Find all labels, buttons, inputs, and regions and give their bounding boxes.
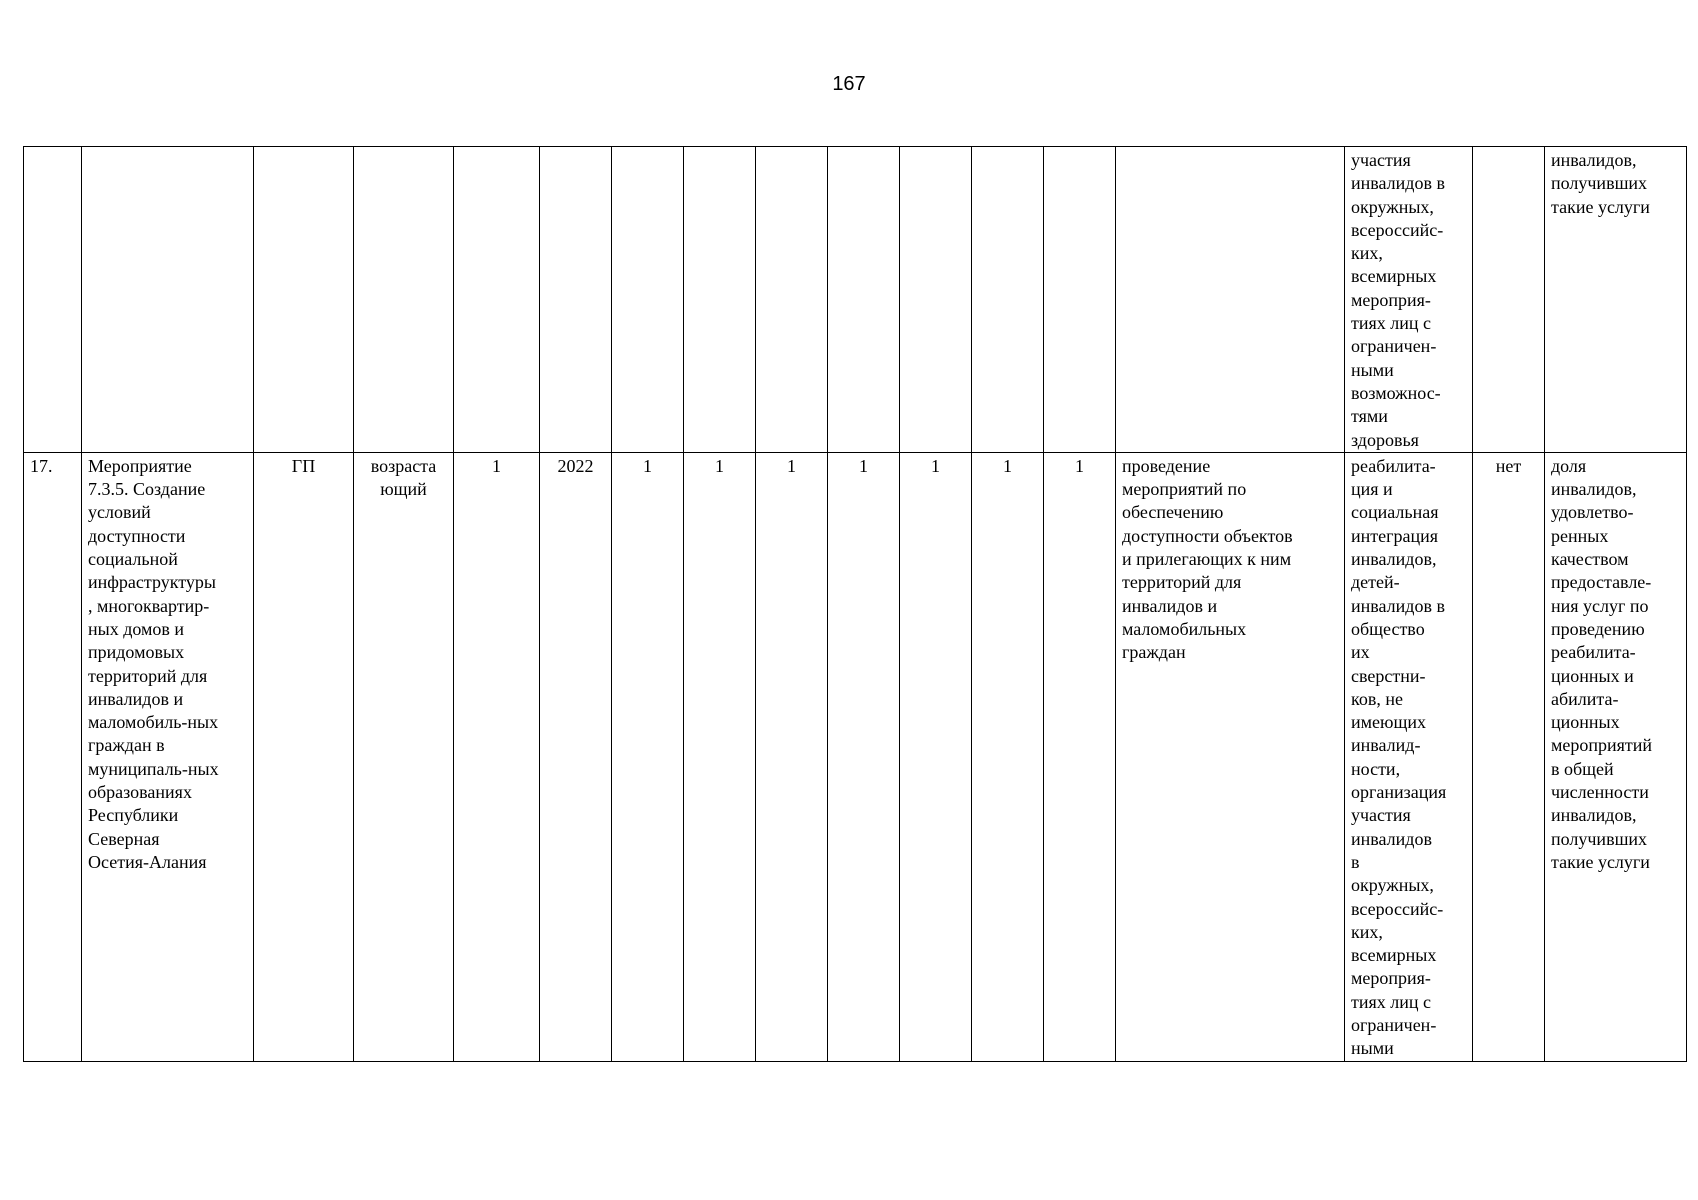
cell-program [254, 147, 354, 453]
cell-value: 1 [828, 452, 900, 1061]
cell-result: реабилита- ция и социальная интеграция инвалидов, детей- инвалидов в общество их сверстни- ков, не имеющих инвалид- ности, организация участия инвалидов в окружных, всероссийс- ких, всемирных мероприя- тиях лиц с ограничен- ными [1345, 452, 1473, 1061]
cell-number [24, 147, 82, 453]
table-row-17 [24, 452, 1687, 1061]
cell-flag: нет [1473, 452, 1545, 1061]
cell-value: 1 [756, 452, 828, 1061]
cell-value [612, 147, 684, 453]
cell-indicator: доля инвалидов, удовлетво- ренных качеством предоставле- ния услуг по проведению реабилита- ционных и абилита- ционных мероприятий в общей численности инвалидов, получивших такие услуги [1545, 452, 1687, 1061]
page-number: 167 [832, 73, 866, 95]
cell-base-value [454, 147, 540, 453]
cell-year [540, 147, 612, 453]
cell-year: 2022 [540, 452, 612, 1061]
cell-value [900, 147, 972, 453]
cell-value: 1 [900, 452, 972, 1061]
cell-description [1116, 147, 1345, 453]
cell-value [1044, 147, 1116, 453]
cell-description: проведение мероприятий по обеспечению доступности объектов и прилегающих к ним территорий для инвалидов и маломобильных граждан [1116, 452, 1345, 1061]
cell-value [756, 147, 828, 453]
cell-measure-name [82, 147, 254, 453]
cell-trend: возраста ющий [354, 452, 454, 1061]
cell-trend [354, 147, 454, 453]
cell-measure-name: Мероприятие 7.3.5. Создание условий доступности социальной инфраструктуры , многоквартир- ных домов и придомовых территорий для инвалидов и маломобиль-ных граждан в муниципаль-ных образованиях Республики Северная Осетия-Алания [82, 452, 254, 1061]
cell-indicator: инвалидов, получивших такие услуги [1545, 147, 1687, 453]
cell-flag [1473, 147, 1545, 453]
cell-value [684, 147, 756, 453]
cell-value: 1 [612, 452, 684, 1061]
cell-base-value: 1 [454, 452, 540, 1061]
cell-number: 17. [24, 452, 82, 1061]
cell-value: 1 [1044, 452, 1116, 1061]
cell-value [828, 147, 900, 453]
cell-value: 1 [684, 452, 756, 1061]
table-row-continuation [24, 147, 1687, 453]
cell-value: 1 [972, 452, 1044, 1061]
measures-table [23, 146, 1687, 1062]
cell-result: участия инвалидов в окружных, всероссийс- ких, всемирных мероприя- тиях лиц с ограничен- ными возможнос- тями здоровья [1345, 147, 1473, 453]
cell-program: ГП [254, 452, 354, 1061]
cell-value [972, 147, 1044, 453]
